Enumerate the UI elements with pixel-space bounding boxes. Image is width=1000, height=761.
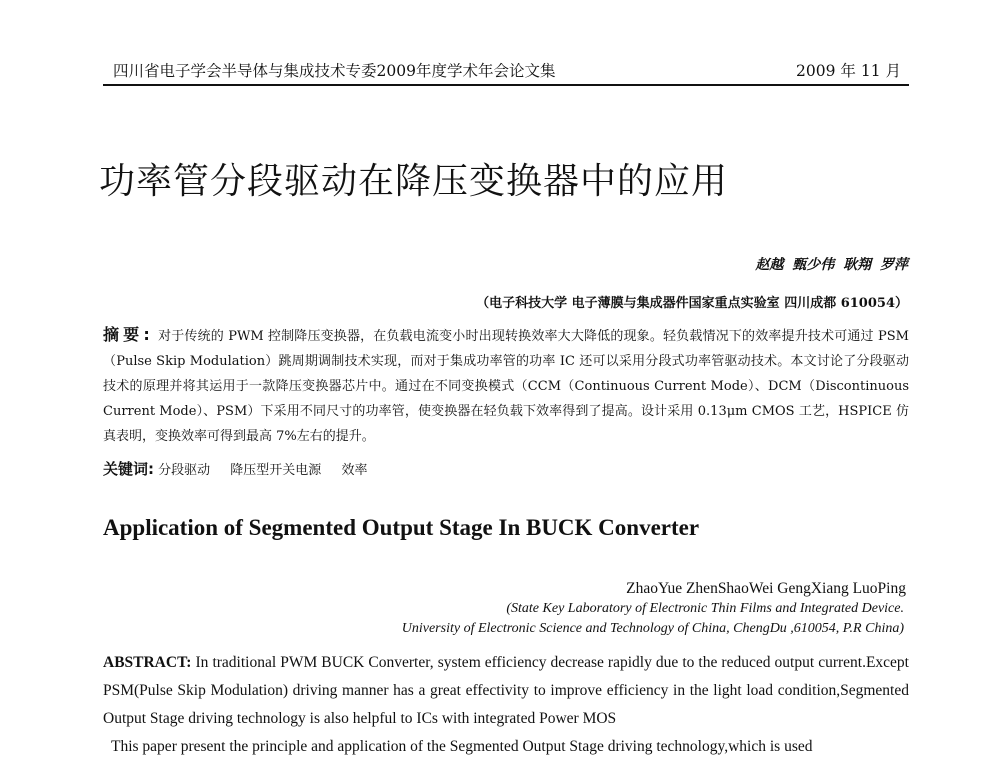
keywords-cn bbox=[103, 458, 383, 479]
keyword-item: 分段驱动 bbox=[158, 463, 211, 478]
abstract-cn bbox=[103, 322, 909, 449]
abstract-en bbox=[103, 649, 909, 761]
running-header bbox=[103, 56, 909, 86]
affiliation-en-line1: (State Key Laboratory of Electronic Thin Films and Integrated Device. bbox=[506, 601, 904, 616]
authors-en: ZhaoYue ZhenShaoWei GengXiang LuoPing bbox=[626, 580, 906, 597]
journal-name: 四川省电子学会半导体与集成技术专委2009年度学术年会论文集 bbox=[113, 62, 556, 80]
abstract-en-text-cont: This paper present the principle and application of the Segmented Output Stage driving technology,which is used bbox=[111, 738, 813, 755]
keyword-item: 降压型开关电源 bbox=[230, 463, 322, 478]
keywords-cn-label: 关键词: bbox=[103, 460, 154, 478]
abstract-en-text: In traditional PWM BUCK Converter, system efficiency decrease rapidly due to the reduced output current.Except PSM(Pulse Skip Modulation) driving manner has a great effectivity to improve efficiency in the light load condition,Segmented Output Stage driving technology is also helpful to ICs with integrated Power MOS bbox=[103, 654, 909, 727]
abstract-cn-text: 对于传统的 PWM 控制降压变换器，在负载电流变小时出现转换效率大大降低的现象。轻负载情况下的效率提升技术可通过 PSM（Pulse Skip Modulation）跳周期调制技术实现，而对于集成功率管的功率 IC 还可以采用分段式功率管驱动技术。本文讨论了分段驱动技术的原理并将其运用于一款降压变换器芯片中。通过在不同变换模式（CCM（Continuous Current Mode）、DCM（Discontinuous Current Mode）、PSM）下采用不同尺寸的功率管，使变换器在轻负载下效率得到了提高。设计采用 0.13μm CMOS 工艺，HSPICE 仿真表明，变换效率可得到最高 7%左右的提升。 bbox=[103, 329, 909, 444]
affiliation-cn: （电子科技大学 电子薄膜与集成器件国家重点实验室 四川成都 610054） bbox=[476, 296, 908, 311]
authors-cn: 赵越 甄少伟 耿翔 罗萍 bbox=[755, 257, 908, 273]
keyword-item: 效率 bbox=[341, 463, 368, 478]
affiliation-en-line2: University of Electronic Science and Technology of China, ChengDu ,610054, P.R China) bbox=[401, 621, 904, 636]
issue-date: 2009 年 11 月 bbox=[796, 62, 901, 80]
paper-title-cn: 功率管分段驱动在降压变换器中的应用 bbox=[99, 161, 729, 202]
abstract-en-label: ABSTRACT: bbox=[103, 654, 192, 671]
abstract-cn-label: 摘要: bbox=[103, 325, 154, 344]
paper-title-en: Application of Segmented Output Stage In BUCK Converter bbox=[103, 515, 700, 540]
